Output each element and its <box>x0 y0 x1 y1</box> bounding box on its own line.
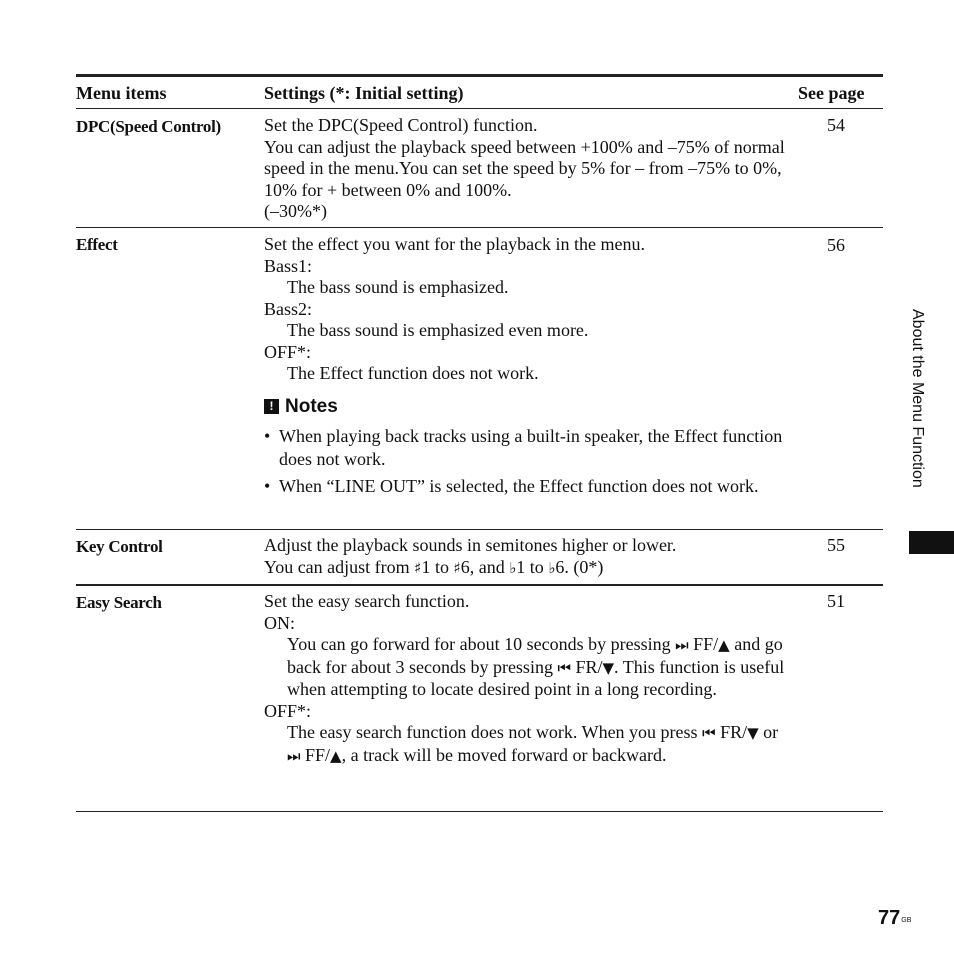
text-segment: The easy search function does not work. When you press <box>287 722 703 742</box>
settings-line: The bass sound is emphasized even more. <box>287 320 589 340</box>
list-item: • When “LINE OUT” is selected, the Effect function does not work. <box>264 475 759 496</box>
settings-line: Bass1: <box>264 255 313 276</box>
text-segment: . This function is useful when attempting to locate desired point in a long recording. <box>287 656 785 699</box>
settings-line: (–30%*) <box>264 201 327 221</box>
rewind-icon: ⏮ <box>702 724 716 742</box>
page-suffix: GB <box>901 917 912 924</box>
settings-line: You can adjust the playback speed between +100% and –75% of normal speed in the menu.You can set the speed by 5% for – from –75% to 0%, 10% for + between 0% and 100%. <box>264 136 785 200</box>
header-settings: Settings (*: Initial setting) <box>264 83 464 103</box>
see-page-key-control: 55 <box>827 535 845 555</box>
settings-line: Adjust the playback sounds in semitones higher or lower. <box>264 535 677 555</box>
section-title-vertical: About the Menu Function <box>909 309 926 488</box>
notes-heading <box>264 395 789 419</box>
header-rule <box>76 108 883 109</box>
text-segment: , a track will be moved forward or backward. <box>341 744 667 765</box>
menu-item-easy-search: Easy Search <box>76 593 162 612</box>
menu-item-key-control: Key Control <box>76 537 163 556</box>
text-segment: or <box>758 722 779 742</box>
settings-line: Set the effect you want for the playback in the menu. <box>264 234 646 254</box>
settings-line: OFF*: <box>264 700 312 721</box>
text-segment: FF/ <box>300 744 331 765</box>
fast-forward-icon: ⏭ <box>675 636 689 654</box>
see-page-dpc: 54 <box>827 115 845 135</box>
settings-key-control <box>264 535 804 579</box>
down-arrow-icon: ▼ <box>602 658 615 677</box>
see-page-easy-search: 51 <box>827 591 845 611</box>
flat-icon: ♭ <box>548 558 556 577</box>
notes-title: Notes <box>285 395 338 417</box>
page-number-value: 77 <box>878 907 901 929</box>
text-segment: 6. (0*) <box>555 556 604 577</box>
row-rule <box>76 227 883 228</box>
menu-item-effect: Effect <box>76 235 118 254</box>
settings-line: Set the DPC(Speed Control) function. <box>264 115 538 135</box>
text-segment: and go back for about 3 seconds by pressing <box>287 634 783 677</box>
down-arrow-icon: ▼ <box>747 724 759 742</box>
fast-forward-icon: ⏭ <box>287 746 301 765</box>
text-segment: FR/ <box>570 656 603 677</box>
text-segment: FF/ <box>688 634 719 654</box>
settings-line: OFF*: <box>264 341 312 362</box>
settings-effect <box>264 234 789 502</box>
notes-icon: ! <box>264 399 279 414</box>
settings-easy-search <box>264 591 794 767</box>
settings-line: ON: <box>264 612 295 633</box>
row-rule <box>76 529 883 530</box>
header-see-page: See page <box>798 83 865 103</box>
section-tab-marker <box>909 531 954 554</box>
text-segment: You can go forward for about 10 seconds by pressing <box>287 634 676 654</box>
note-text: When “LINE OUT” is selected, the Effect function does not work. <box>279 475 759 496</box>
settings-line: Set the easy search function. <box>264 591 470 611</box>
text-segment: FR/ <box>715 722 748 742</box>
see-page-effect: 56 <box>827 235 845 255</box>
table-top-rule <box>76 74 883 77</box>
text-segment: 6, and <box>460 556 510 577</box>
text-segment: 1 to <box>516 556 549 577</box>
table-bottom-rule <box>76 811 883 812</box>
settings-dpc <box>264 115 804 223</box>
sharp-icon: ♯ <box>414 558 422 577</box>
list-item: • When playing back tracks using a built-in speaker, the Effect function does not work. <box>264 425 783 469</box>
rewind-icon: ⏮ <box>557 658 571 677</box>
off-description <box>264 722 794 767</box>
note-text: When playing back tracks using a built-in speaker, the Effect function does not work. <box>279 425 783 469</box>
settings-line <box>264 557 804 580</box>
flat-icon: ♭ <box>509 558 517 577</box>
menu-item-dpc: DPC(Speed Control) <box>76 117 221 136</box>
settings-line: The Effect function does not work. <box>287 363 539 383</box>
on-description <box>264 634 794 701</box>
up-arrow-icon: ▲ <box>718 636 730 654</box>
page-number <box>878 906 911 930</box>
sharp-icon: ♯ <box>453 558 461 577</box>
row-rule <box>76 584 883 586</box>
up-arrow-icon: ▲ <box>330 746 342 765</box>
text-segment: You can adjust from <box>264 556 415 577</box>
settings-line: The bass sound is emphasized. <box>287 277 509 297</box>
header-menu-items: Menu items <box>76 83 167 103</box>
text-segment: 1 to <box>421 556 454 577</box>
settings-line: Bass2: <box>264 298 313 319</box>
